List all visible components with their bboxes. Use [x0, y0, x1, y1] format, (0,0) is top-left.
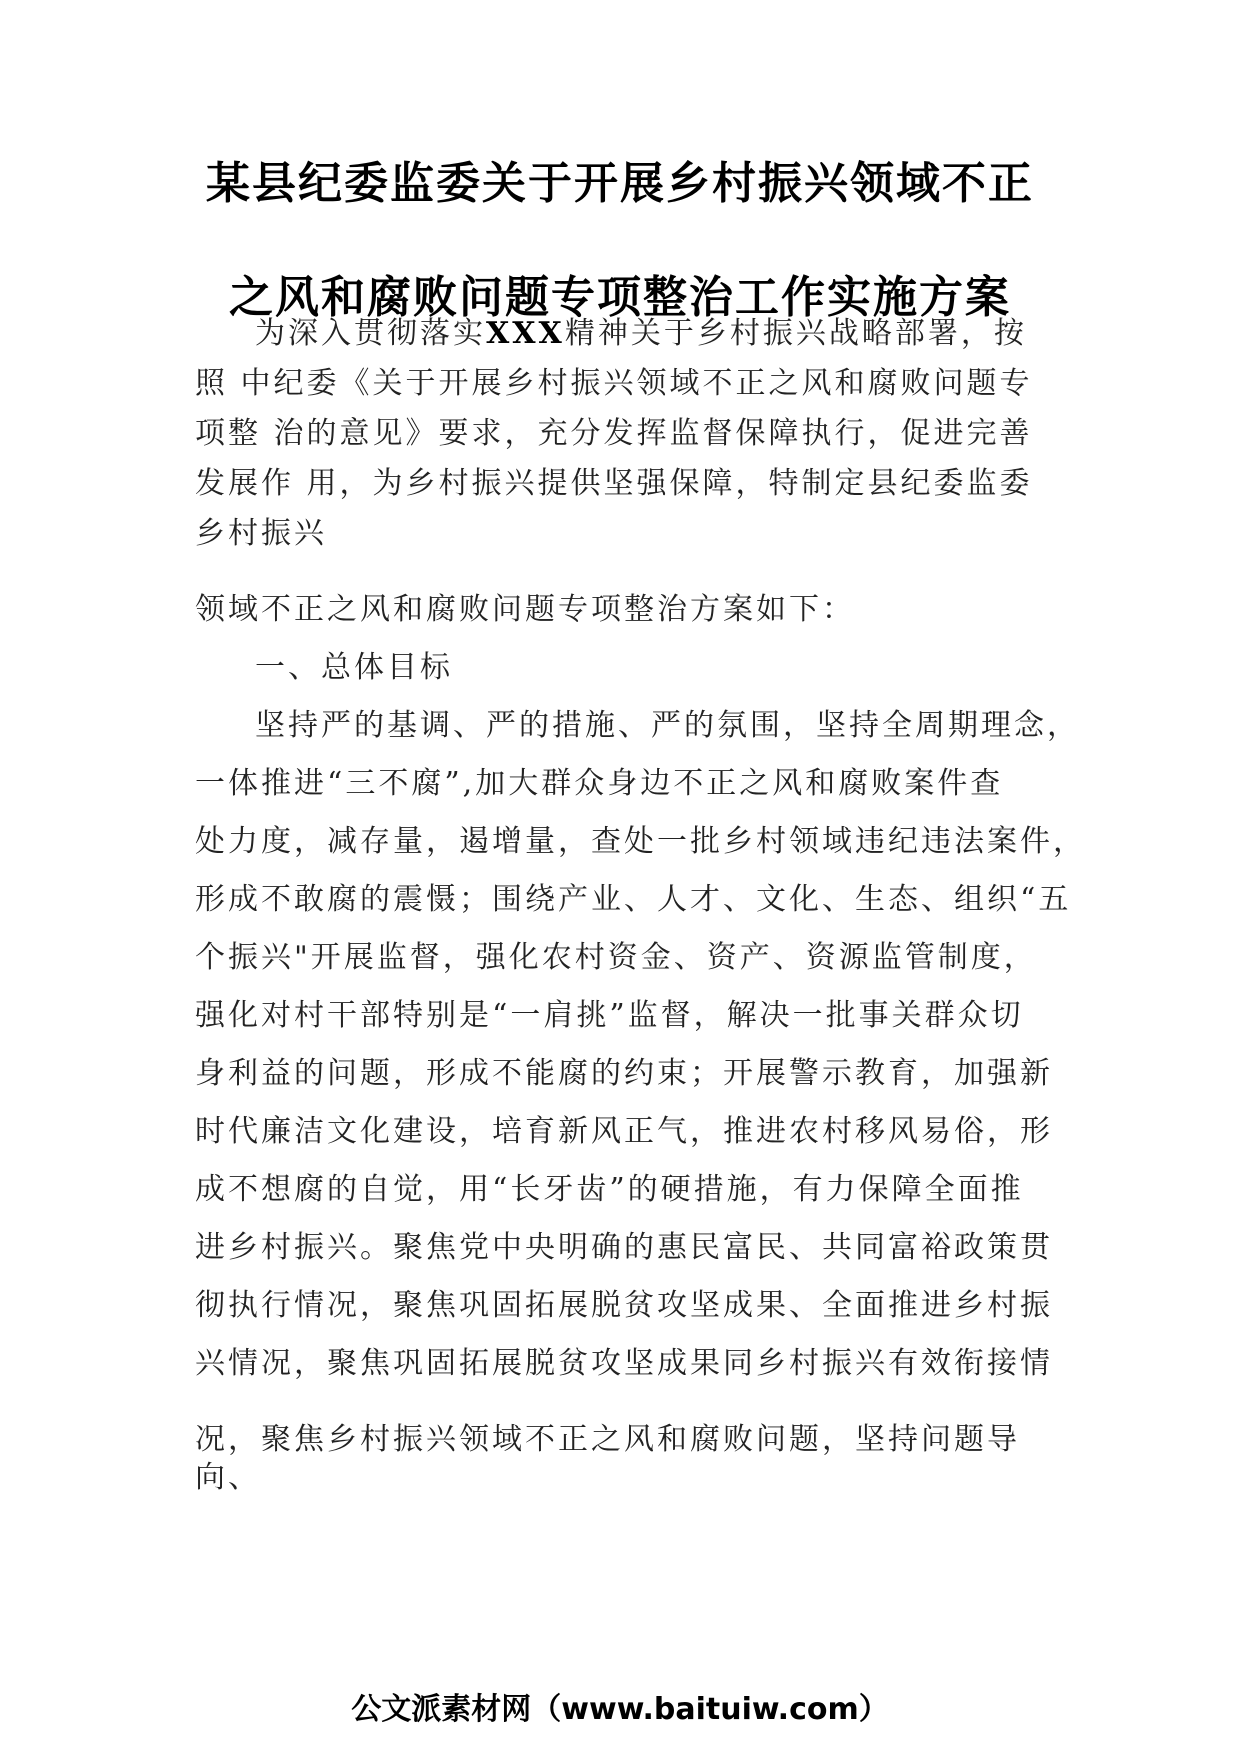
section-1-line-2: 一体推进“三不腐”,加大群众身边不正之风和腐败案件查 — [195, 766, 1004, 801]
section-1-line-13: 况，聚焦乡村振兴领域不正之风和腐败问题，坚持问题导 — [195, 1422, 1020, 1457]
intro-line-5: 乡村振兴 — [195, 516, 327, 551]
intro-line-1-bold: XXX — [486, 316, 565, 351]
document-title-line-1: 某县纪委监委关于开展乡村振兴领域不正 — [206, 158, 1034, 209]
section-1-line-9: 成不想腐的自觉，用“长牙齿”的硬措施，有力保障全面推 — [195, 1172, 1024, 1207]
section-1-line-14: 向、 — [195, 1460, 261, 1495]
intro-line-1 — [255, 314, 1027, 354]
section-1-line-1: 坚持严的基调、严的措施、严的氛围，坚持全周期理念， — [255, 708, 1080, 743]
section-1-line-8: 时代廉洁文化建设，培育新风正气，推进农村移风易俗，形 — [195, 1114, 1053, 1149]
section-1-line-6: 强化对村干部特别是“一肩挑”监督，解决一批事关群众切 — [195, 998, 1024, 1033]
section-1-line-12: 兴情况，聚焦巩固拓展脱贫攻坚成果同乡村振兴有效衔接情 — [195, 1346, 1053, 1381]
section-1-line-5: 个振兴"开展监督，强化农村资金、资产、资源监管制度， — [195, 940, 1037, 975]
intro-line-2: 照 中纪委《关于开展乡村振兴领域不正之风和腐败问题专 — [195, 366, 1033, 401]
intro-line-1-suffix: 精神关于乡村振兴战略部署，按 — [564, 316, 1027, 351]
section-1-line-10: 进乡村振兴。聚焦党中央明确的惠民富民、共同富裕政策贯 — [195, 1230, 1053, 1265]
intro-line-6: 领域不正之风和腐败问题专项整治方案如下： — [195, 592, 855, 627]
intro-line-4: 发展作 用，为乡村振兴提供坚强保障，特制定县纪委监委 — [195, 466, 1033, 501]
intro-line-1-prefix: 为深入贯彻落实 — [255, 316, 486, 351]
section-1-line-7: 身利益的问题，形成不能腐的约束；开展警示教育，加强新 — [195, 1056, 1053, 1091]
section-1-heading: 一、总体目标 — [255, 650, 453, 685]
section-1-line-11: 彻执行情况，聚焦巩固拓展脱贫攻坚成果、全面推进乡村振 — [195, 1288, 1053, 1323]
document-title-line-2: 之风和腐败问题专项整治工作实施方案 — [229, 272, 1011, 323]
intro-line-3: 项整 治的意见》要求，充分发挥监督保障执行，促进完善 — [195, 416, 1033, 451]
footer-watermark: 公文派素材网（www.baituiw.com） — [351, 1692, 889, 1727]
section-1-line-3: 处力度，减存量，遏增量，查处一批乡村领域违纪违法案件， — [195, 824, 1086, 859]
section-1-line-4: 形成不敢腐的震慑；围绕产业、人才、文化、生态、组织“五 — [195, 882, 1072, 917]
